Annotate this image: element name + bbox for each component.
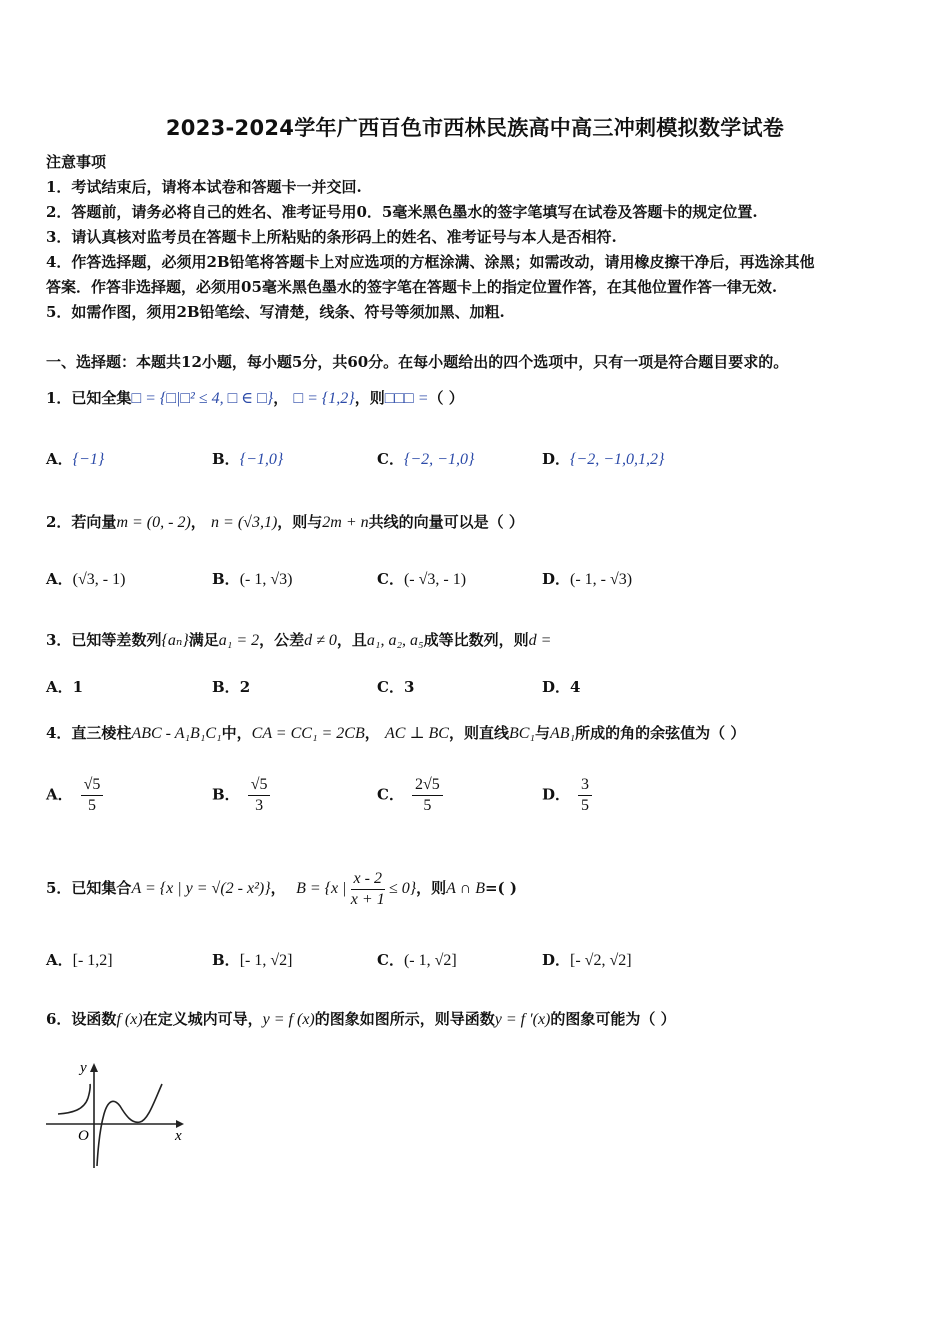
q3-ask: d = [528, 632, 552, 649]
y-axis-label: y [80, 1060, 87, 1076]
curve-right-branch [97, 1084, 162, 1166]
q5-fraction [351, 869, 385, 910]
q5-ask: A ∩ B [446, 880, 485, 897]
q6-tail: 的图象可能为（ ） [550, 1010, 676, 1028]
q1-expr: □□□ = [384, 390, 429, 407]
option-label: C． [377, 951, 404, 969]
q4-tail: 所成的角的余弦值为（ ） [575, 724, 746, 742]
q5-number: 5．已知集合 [46, 879, 132, 897]
question-6 [46, 1009, 676, 1030]
q4-cond2: AC ⊥ BC [385, 725, 449, 742]
q5-option-a[interactable] [46, 950, 113, 971]
q5-set-b-pre: B = {x | [296, 880, 347, 897]
option-label: B． [212, 450, 240, 468]
q2-option-c[interactable] [377, 569, 466, 590]
q1-set-u: □ = {□|□² ≤ 4, □ ∈ □} [131, 390, 274, 407]
option-value: [- 1,2] [72, 952, 113, 969]
option-value: (- 1, - √3) [570, 571, 633, 588]
option-value: {−2, −1,0} [403, 451, 475, 468]
option-label: C． [377, 450, 404, 468]
q6-p1: 在定义城内可导， [142, 1010, 263, 1028]
q3-option-a[interactable] [46, 677, 83, 697]
q4-option-b[interactable] [212, 775, 270, 816]
q1-tail: （ ） [428, 389, 464, 407]
q3-d: d ≠ 0 [304, 632, 337, 649]
q3-sequence: {aₙ} [161, 632, 189, 649]
option-label: D． [542, 450, 571, 468]
option-value: [- 1, √2] [239, 952, 293, 969]
notice-item-1: 1．考试结束后，请将本试卷和答题卡一并交回. [46, 178, 362, 196]
option-label: B． [212, 785, 240, 804]
notice-item-3: 3．请认真核对监考员在答题卡上所粘贴的条形码上的姓名、准考证号与本人是否相符. [46, 228, 617, 246]
q4-p1: 中， [221, 724, 252, 742]
option-fraction [81, 775, 104, 816]
question-3 [46, 630, 551, 651]
q1-option-a[interactable] [46, 449, 104, 470]
q4-p3: 与 [534, 724, 550, 742]
option-label: B． [212, 570, 240, 588]
q3-terms: a₁, a₂, a₅ [366, 632, 424, 649]
fraction-denominator: 5 [88, 797, 97, 814]
q1-option-c[interactable] [377, 449, 474, 470]
notice-item-4: 4．作答选择题，必须用2B铅笔将答题卡上对应选项的方框涂满、涂黑；如需改动，请用橡皮擦干净后，再选涂其他 [46, 253, 815, 271]
option-value: 3 [403, 678, 415, 696]
option-label: A． [46, 450, 73, 468]
q4-prism: ABC - A₁B₁C₁ [131, 725, 222, 742]
question-2 [46, 512, 524, 533]
question-4 [46, 723, 745, 744]
fraction-numerator: x - 2 [351, 869, 385, 890]
q3-p2: ，公差 [259, 631, 305, 649]
q1-then: ，则 [354, 389, 385, 407]
x-axis-arrow-icon [176, 1120, 184, 1128]
notice-item-4-cont: 答案．作答非选择题，必须用05毫米黑色墨水的签字笔在答题卡上的指定位置作答，在其他位置作答一律无效. [46, 278, 778, 296]
option-label: D． [542, 678, 571, 696]
option-value: {−2, −1,0,1,2} [570, 451, 665, 468]
origin-label: O [78, 1128, 89, 1144]
q4-option-a[interactable] [46, 775, 103, 816]
q1-sep: ， [273, 389, 289, 407]
q6-number: 6．设函数 [46, 1010, 117, 1028]
option-label: C． [377, 785, 404, 804]
exam-title: 2023-2024学年广西百色市西林民族高中高三冲刺模拟数学试卷 [165, 116, 785, 140]
q3-a1: a₁ = 2 [218, 632, 260, 649]
fraction-numerator: 2√5 [412, 775, 443, 796]
q6-yfpx: y = f ′(x) [494, 1011, 551, 1028]
q5-option-b[interactable] [212, 950, 292, 971]
q2-tail: 共线的向量可以是（ ） [368, 513, 524, 531]
option-label: C． [377, 678, 404, 696]
q6-p2: 的图象如图所示，则导函数 [314, 1010, 495, 1028]
option-value: 4 [570, 678, 581, 696]
section-heading: 一、选择题：本题共12小题，每小题5分，共60分。在每小题给出的四个选项中，只有一项是符合题目要求的。 [46, 353, 789, 371]
q1-option-b[interactable] [212, 449, 283, 470]
q5-tail: =( ) [484, 879, 517, 897]
curve-left-branch [58, 1084, 90, 1114]
option-label: B． [212, 951, 240, 969]
option-label: A． [46, 570, 73, 588]
q2-option-b[interactable] [212, 569, 292, 590]
option-fraction [248, 775, 271, 816]
notice-heading: 注意事项 [46, 153, 107, 171]
fraction-numerator: 3 [578, 775, 592, 796]
option-value: [- √2, √2] [570, 952, 632, 969]
option-value: {−1} [72, 451, 105, 468]
q4-line1: BC₁ [508, 725, 535, 742]
fraction-numerator: √5 [248, 775, 271, 796]
q5-set-a: A = {x | y = √(2 - x²)} [131, 880, 271, 897]
q2-vector-n: n = (√3,1) [211, 514, 278, 531]
function-graph [44, 1058, 186, 1170]
notice-item-5: 5．如需作图，须用2B铅笔绘、写清楚，线条、符号等须加黑、加粗. [46, 303, 505, 321]
fraction-denominator: 3 [255, 797, 264, 814]
q3-p1: 满足 [188, 631, 219, 649]
question-1 [46, 388, 464, 409]
q4-option-c[interactable] [377, 775, 443, 816]
q1-set-a: □ = {1,2} [293, 390, 355, 407]
q3-p3: ，且 [336, 631, 367, 649]
q1-number: 1．已知全集 [46, 389, 132, 407]
option-value: 1 [72, 678, 84, 696]
fraction-numerator: √5 [81, 775, 104, 796]
q4-cond1: CA = CC₁ = 2CB [251, 725, 365, 742]
option-fraction [412, 775, 443, 816]
option-value: (√3, - 1) [72, 571, 126, 588]
q3-option-b[interactable] [212, 677, 250, 697]
q6-yfx: y = f (x) [262, 1011, 315, 1028]
q3-option-c[interactable] [377, 677, 414, 697]
q2-option-a[interactable] [46, 569, 125, 590]
option-label: C． [377, 570, 404, 588]
option-value: (- 1, √2] [403, 952, 457, 969]
q4-line2: AB₁ [549, 725, 576, 742]
option-fraction [578, 775, 592, 816]
option-value: 2 [239, 678, 251, 696]
option-value: (- 1, √3) [239, 571, 293, 588]
fraction-denominator: 5 [581, 797, 590, 814]
q5-option-d[interactable] [542, 950, 632, 971]
option-label: A． [46, 951, 73, 969]
q5-then: ，则 [416, 879, 447, 897]
notice-item-2: 2．答题前，请务必将自己的姓名、准考证号用0．5毫米黑色墨水的签字笔填写在试卷及答题卡的规定位置. [46, 203, 758, 221]
q5-set-b-post: ≤ 0} [388, 880, 417, 897]
q4-sep: ， [364, 724, 380, 742]
x-axis-label: x [175, 1128, 182, 1144]
fraction-denominator: x + 1 [350, 890, 385, 908]
fraction-denominator: 5 [423, 797, 432, 814]
q4-option-d[interactable] [542, 775, 592, 816]
y-axis-arrow-icon [90, 1063, 98, 1072]
q5-option-c[interactable] [377, 950, 457, 971]
q5-sep: ， [270, 879, 286, 897]
q6-fx: f (x) [116, 1011, 143, 1028]
q1-option-d[interactable] [542, 449, 664, 470]
q2-vector-m: m = (0, - 2) [116, 514, 191, 531]
option-label: D． [542, 570, 571, 588]
option-label: D． [542, 951, 571, 969]
q3-number: 3．已知等差数列 [46, 631, 162, 649]
option-label: B． [212, 678, 240, 696]
q2-expr: 2m + n [322, 514, 369, 531]
option-label: A． [46, 678, 73, 696]
q3-option-d[interactable] [542, 677, 580, 697]
q2-mid: ，则与 [277, 513, 323, 531]
q4-number: 4．直三棱柱 [46, 724, 132, 742]
option-value: (- √3, - 1) [403, 571, 467, 588]
q4-p2: ，则直线 [448, 724, 509, 742]
q3-p4: 成等比数列，则 [423, 631, 529, 649]
option-value: {−1,0} [239, 451, 284, 468]
q2-sep: ， [190, 513, 206, 531]
option-label: A． [46, 785, 73, 804]
option-label: D． [542, 785, 571, 804]
q2-option-d[interactable] [542, 569, 632, 590]
q2-number: 2．若向量 [46, 513, 117, 531]
question-5 [46, 866, 517, 911]
